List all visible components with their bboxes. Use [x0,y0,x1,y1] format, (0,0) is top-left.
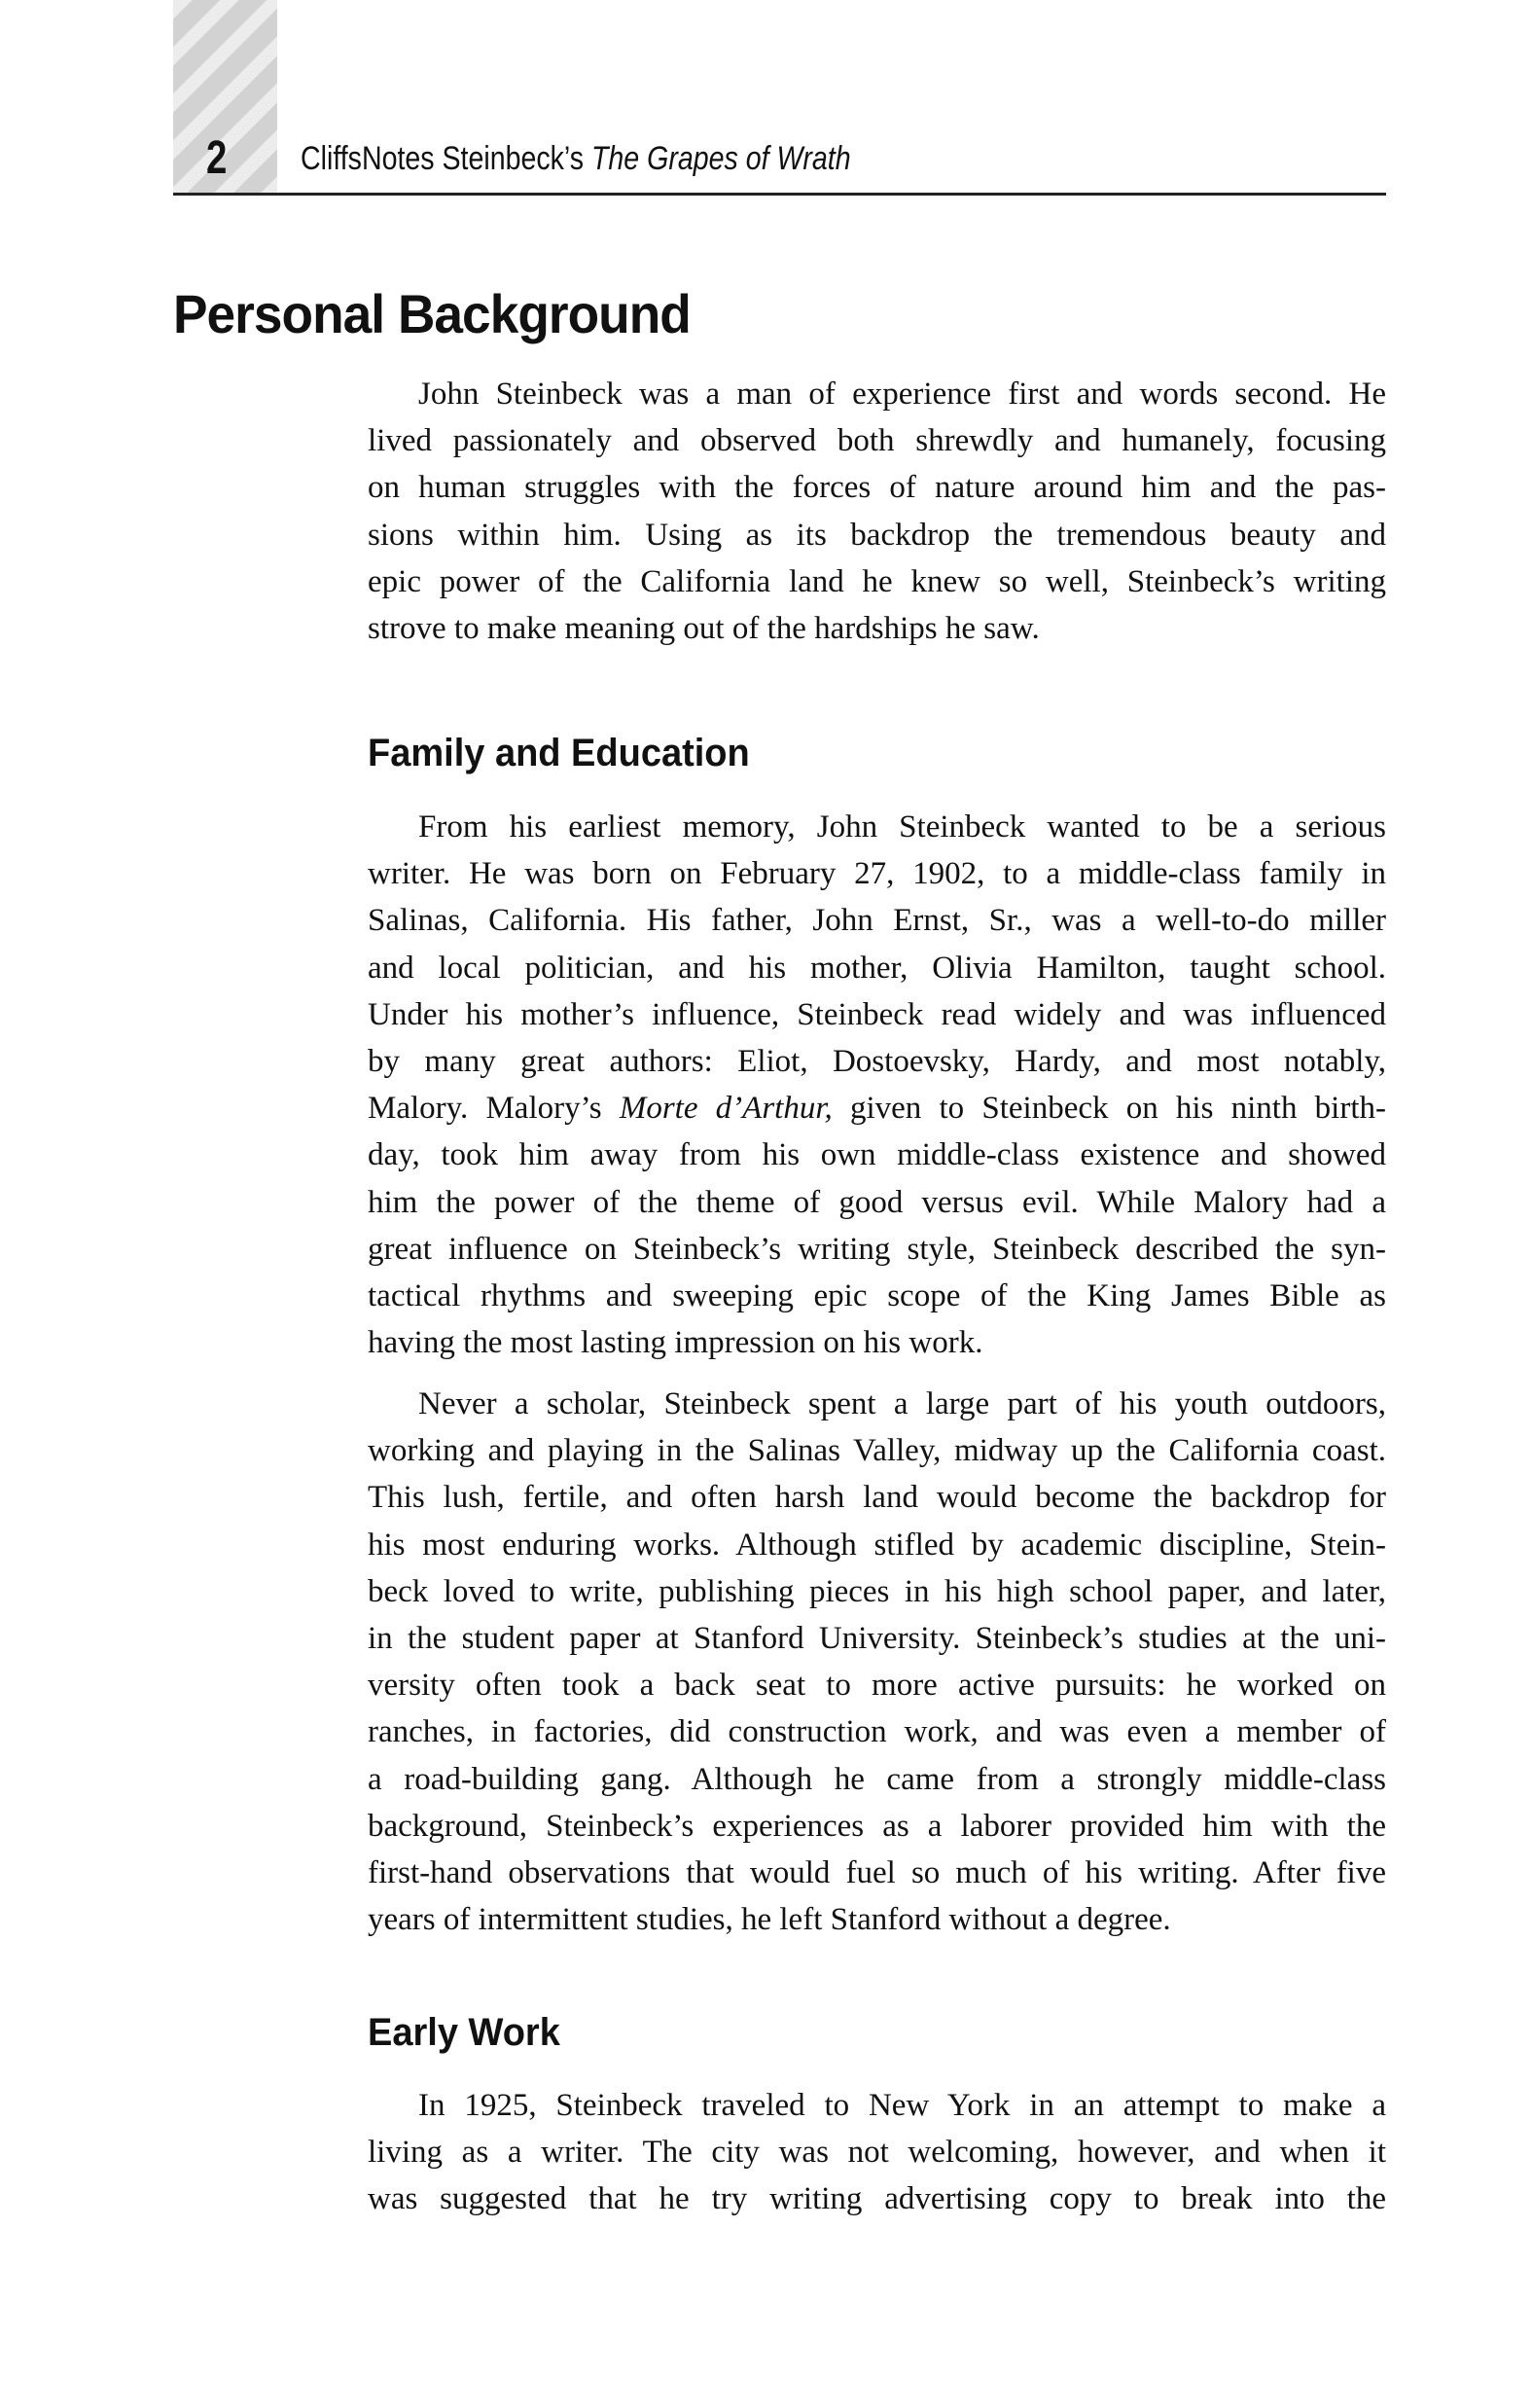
section-heading: Early Work [368,2011,560,2054]
running-title-prefix: CliffsNotes Steinbeck’s [301,140,591,177]
header-rule [173,193,1386,196]
text-line: having the most lasting impression on his work. [368,1325,983,1361]
body-paragraph [368,371,1386,652]
body-paragraph [368,1381,1386,1943]
text-line [368,1085,1386,1132]
text-line: on human struggles with the forces of nature around him and the pas- [368,470,1386,506]
text-line: him the power of the theme of good versus evil. While Malory had a [368,1184,1386,1220]
text-line: Salinas, California. His father, John Ernst, Sr., was a well-to-do miller [368,903,1386,939]
running-title-book: The Grapes of Wrath [590,140,851,177]
text-segment: Malory. Malory’s [368,1091,620,1127]
text-line: strove to make meaning out of the hardships he saw. [368,610,1040,646]
text-line: Never a scholar, Steinbeck spent a large part of his youth outdoors, [418,1386,1386,1421]
text-line: This lush, fertile, and often harsh land would become the backdrop for [368,1480,1386,1516]
text-line: John Steinbeck was a man of experience first and words second. He [418,377,1386,412]
body-paragraph [368,2082,1386,2223]
italic-title: Morte d’Arthur, [619,1091,833,1127]
text-line: by many great authors: Eliot, Dostoevsky, Hardy, and most notably, [368,1043,1386,1079]
text-line: his most enduring works. Although stifled by academic discipline, Stein- [368,1527,1386,1563]
text-line: background, Steinbeck’s experiences as a laborer provided him with the [368,1808,1386,1844]
text-line: first-hand observations that would fuel so much of his writing. After five [368,1854,1386,1890]
text-line: In 1925, Steinbeck traveled to New York in an attempt to make a [418,2088,1386,2123]
text-line: Under his mother’s influence, Steinbeck read widely and was influenced [368,996,1386,1032]
text-line: working and playing in the Salinas Valley, midway up the California coast. [368,1433,1386,1469]
text-line: was suggested that he try writing advertising copy to break into the [368,2181,1386,2217]
text-line: lived passionately and observed both shrewdly and humanely, focusing [368,423,1386,459]
text-line: From his earliest memory, John Steinbeck wanted to be a serious [418,809,1386,845]
text-line: years of intermittent studies, he left Stanford without a degree. [368,1902,1171,1938]
text-line: sions within him. Using as its backdrop the tremendous beauty and [368,517,1386,553]
body-paragraph [368,804,1386,1366]
text-line: and local politician, and his mother, Olivia Hamilton, taught school. [368,950,1386,986]
text-line: great influence on Steinbeck’s writing style, Steinbeck described the syn- [368,1231,1386,1267]
text-line: a road-building gang. Although he came from a strongly middle-class [368,1761,1386,1797]
text-line: tactical rhythms and sweeping epic scope of the King James Bible as [368,1277,1386,1313]
text-line: day, took him away from his own middle-class existence and showed [368,1137,1386,1173]
text-segment: given to Steinbeck on his ninth birth- [832,1091,1386,1127]
text-line: living as a writer. The city was not welcoming, however, and when it [368,2135,1386,2171]
text-line: beck loved to write, publishing pieces in his high school paper, and later, [368,1573,1386,1609]
text-line: epic power of the California land he knew so well, Steinbeck’s writing [368,563,1386,599]
text-line: writer. He was born on February 27, 1902, to a middle-class family in [368,856,1386,892]
section-heading: Family and Education [368,732,750,774]
text-line: in the student paper at Stanford University. Steinbeck’s studies at the uni- [368,1620,1386,1656]
text-line: ranches, in factories, did construction work, and was even a member of [368,1714,1386,1750]
page-number: 2 [206,132,228,184]
running-header [301,140,851,178]
page-title: Personal Background [173,283,691,344]
text-line: versity often took a back seat to more active pursuits: he worked on [368,1668,1386,1704]
